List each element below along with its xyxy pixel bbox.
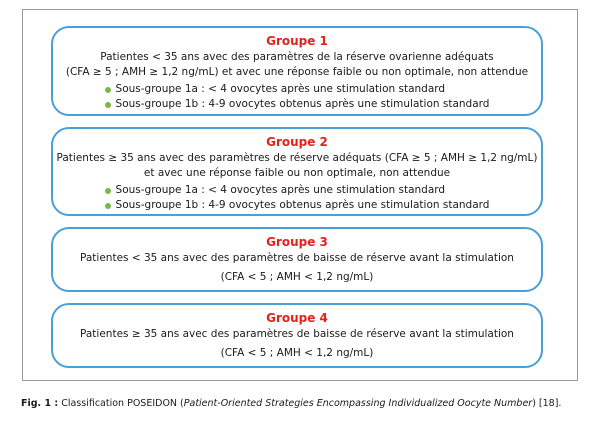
group-4-title: Groupe 4 [266,311,328,325]
group-1-subgroup-1b-text: Sous-groupe 1b : 4-9 ovocytes obtenus après une stimulation standard [115,98,490,110]
group-2-subgroup-1b-text: Sous-groupe 1b : 4-9 ovocytes obtenus après une stimulation standard [115,199,490,211]
group-2-title: Groupe 2 [266,135,328,149]
group-3-description-line-1: Patientes < 35 ans avec des paramètres de baisse de réserve avant la stimulation [80,252,514,264]
green-bullet-icon [105,188,111,194]
figure-caption [21,397,591,410]
group-1-title: Groupe 1 [266,34,328,48]
caption-italic-title: Patient-Oriented Strategies Encompassing Individualized Oocyte Number [183,398,533,409]
green-bullet-icon [105,87,111,93]
group-2-subgroup-1a [105,183,490,198]
group-3-description-line-2: (CFA < 5 ; AMH < 1,2 ng/mL) [220,271,374,283]
group-1-subgroup-1a [105,82,490,97]
group-2-box [51,127,543,216]
group-4-description-line-1: Patientes ≥ 35 ans avec des paramètres de baisse de réserve avant la stimulation [80,328,514,340]
group-2-subgroup-list [105,183,490,213]
group-4-description-line-2: (CFA < 5 ; AMH < 1,2 ng/mL) [220,347,374,359]
caption-text-after: ) [18]. [532,398,562,409]
group-2-subgroup-1b [105,198,490,213]
caption-label: Fig. 1 : [21,398,59,409]
group-1-subgroup-1a-text: Sous-groupe 1a : < 4 ovocytes après une stimulation standard [115,83,446,95]
group-4-box [51,303,543,368]
group-2-description-line-1: Patientes ≥ 35 ans avec des paramètres de réserve adéquats (CFA ≥ 5 ; AMH ≥ 1,2 ng/mL) [56,152,538,164]
group-1-description-line-2: (CFA ≥ 5 ; AMH ≥ 1,2 ng/mL) et avec une réponse faible ou non optimale, non attendue [65,66,529,78]
group-1-subgroup-list [105,82,490,112]
group-1-description-line-1: Patientes < 35 ans avec des paramètres de la réserve ovarienne adéquats [100,51,494,63]
green-bullet-icon [105,203,111,209]
group-3-box [51,227,543,292]
caption-text-before: Classification POSEIDON ( [58,398,184,409]
group-1-subgroup-1b [105,97,490,112]
group-1-box [51,26,543,116]
group-3-title: Groupe 3 [266,235,328,249]
group-2-description-line-2: et avec une réponse faible ou non optimale, non attendue [143,167,451,179]
group-2-subgroup-1a-text: Sous-groupe 1a : < 4 ovocytes après une stimulation standard [115,184,446,196]
green-bullet-icon [105,102,111,108]
